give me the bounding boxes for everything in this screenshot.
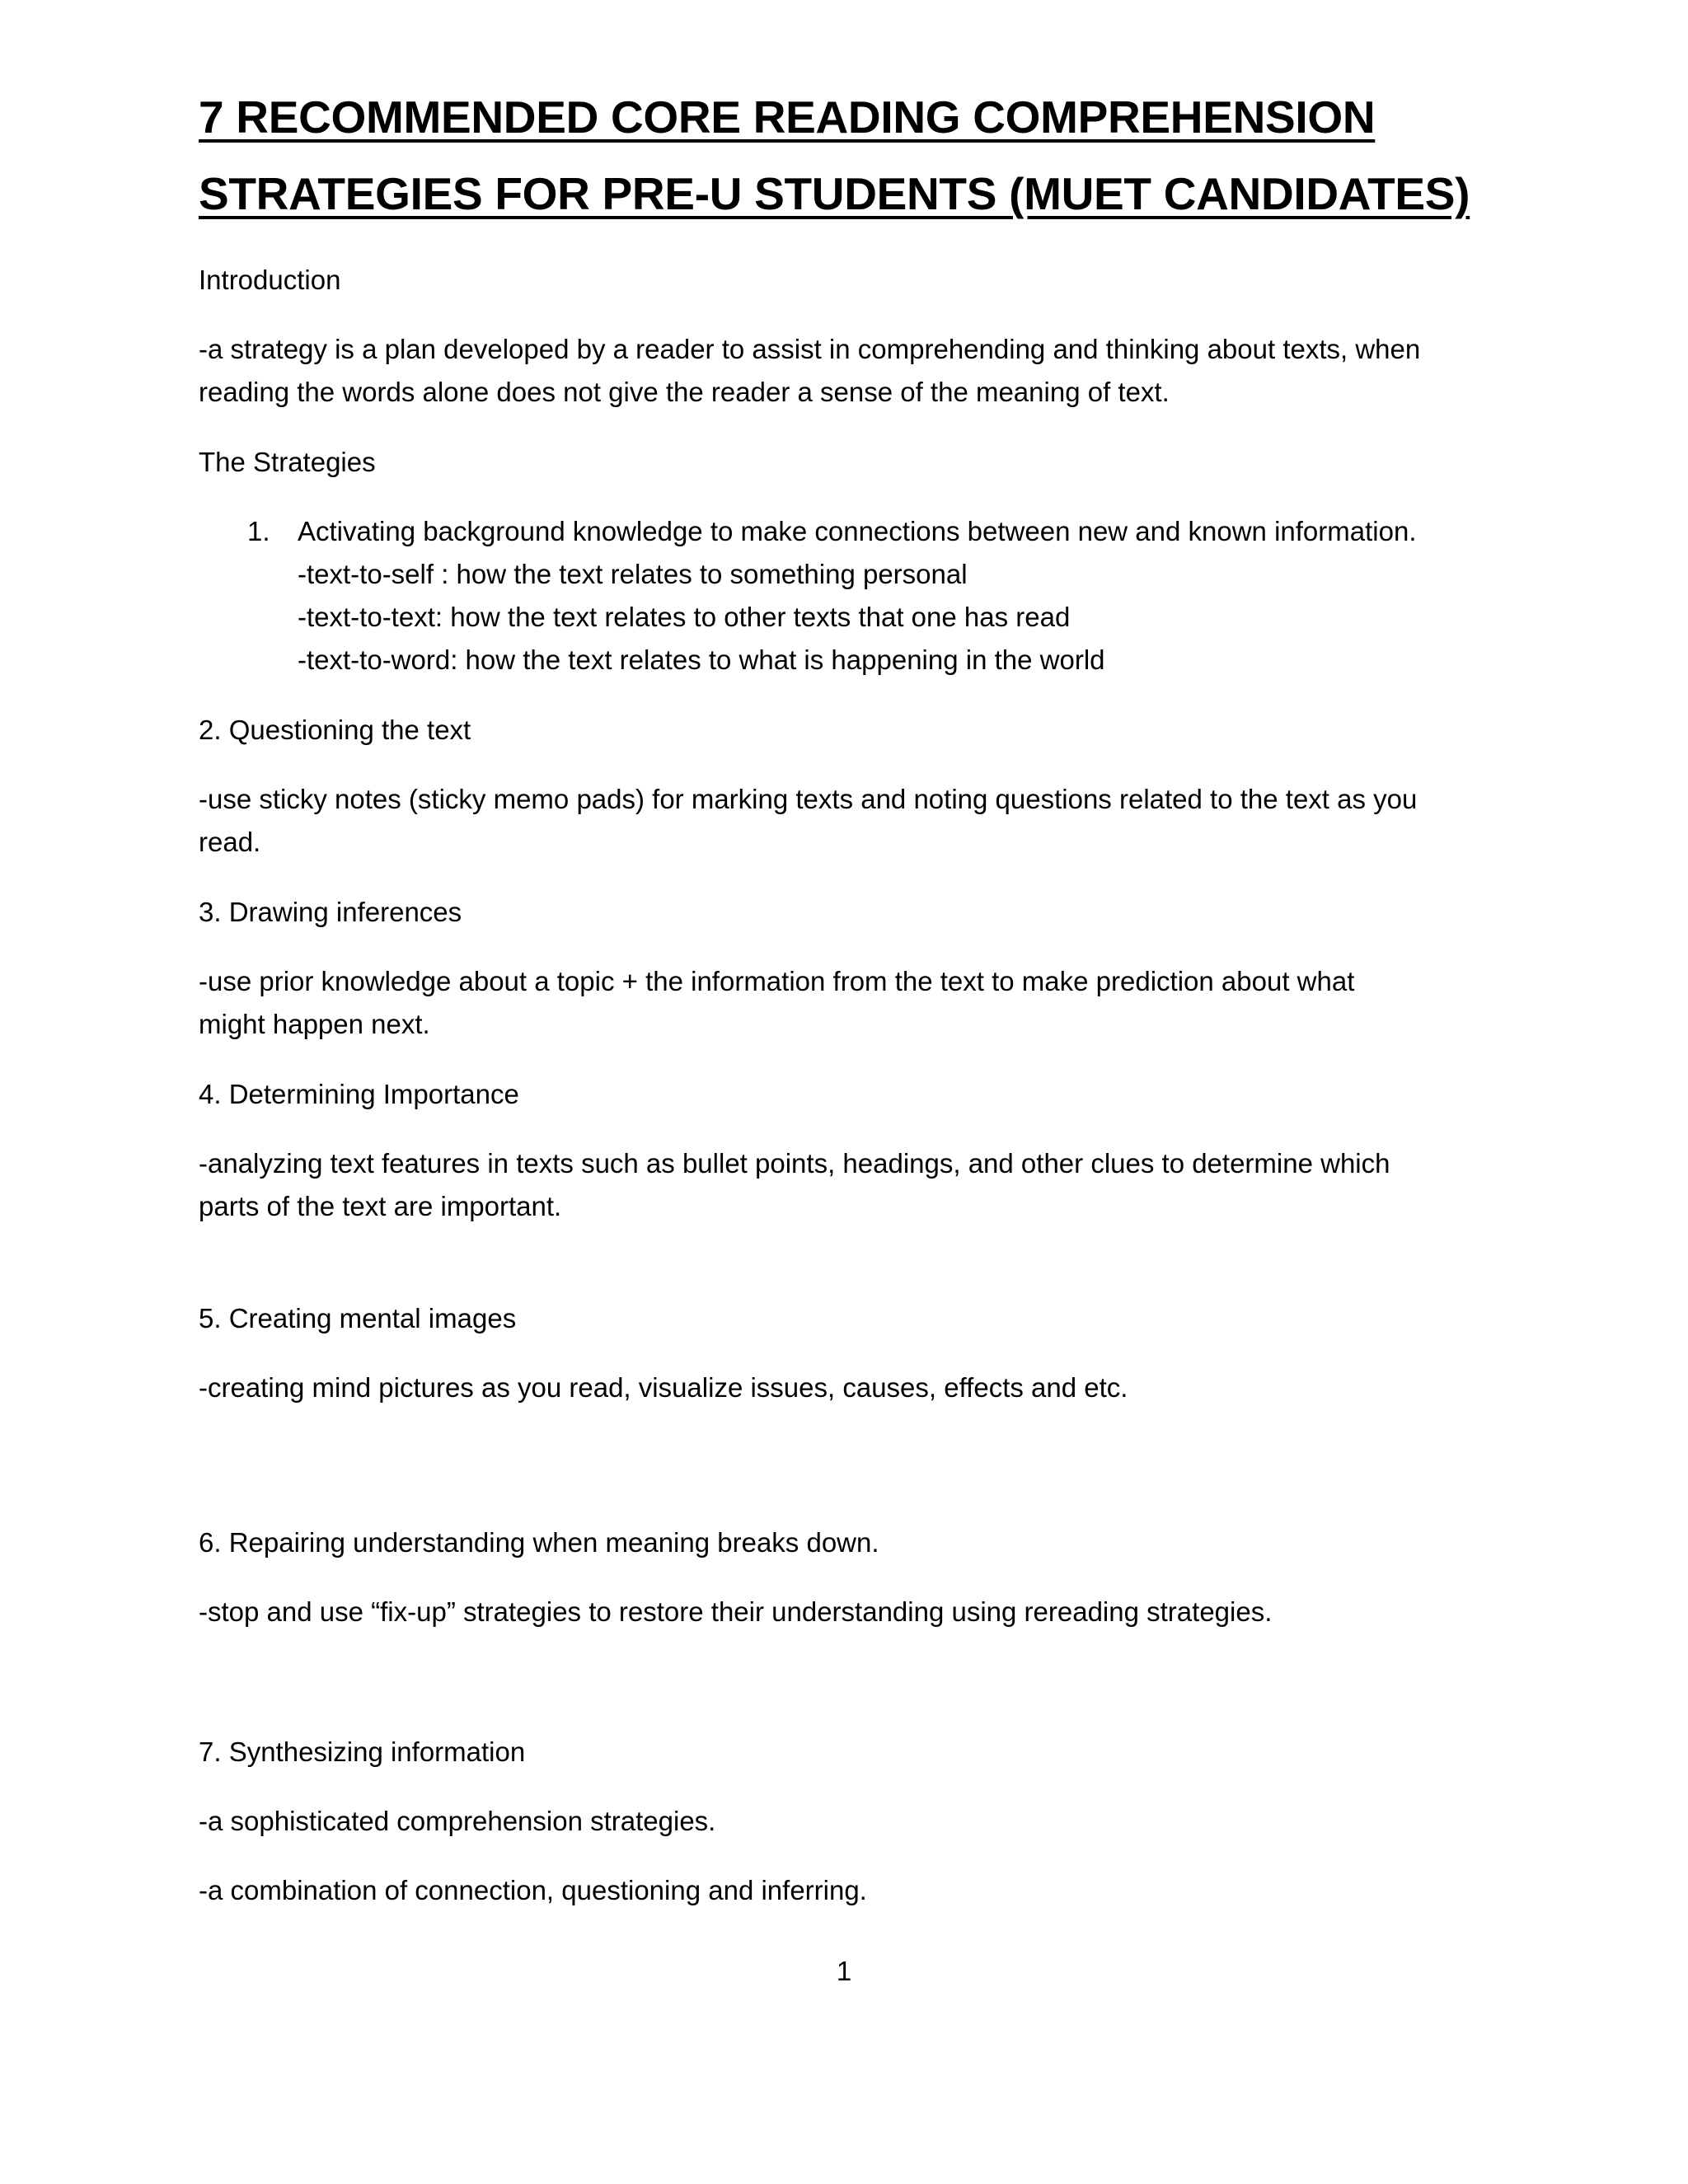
strategy-3-text-line-2: might happen next. (199, 1009, 430, 1039)
strategy-2-heading: 2. Questioning the text (199, 715, 471, 745)
strategy-7-text-line-1: -a sophisticated comprehension strategies. (199, 1806, 716, 1836)
strategy-7-text-line-2: -a combination of connection, questioning and inferring. (199, 1875, 867, 1905)
strategy-6-text-line-1: -stop and use “fix-up” strategies to restore their understanding using rereading strategies. (199, 1596, 1273, 1627)
strategy-1-item: -text-to-word: how the text relates to what is happening in the world (298, 644, 1105, 675)
strategy-4-text-line-2: parts of the text are important. (199, 1191, 562, 1221)
strategy-4-heading: 4. Determining Importance (199, 1079, 519, 1109)
strategy-3-heading: 3. Drawing inferences (199, 897, 462, 927)
strategy-2-text-line-2: read. (199, 827, 261, 857)
strategy-3-text-line-1: -use prior knowledge about a topic + the information from the text to make prediction about what (199, 966, 1355, 996)
strategy-1-title: Activating background knowledge to make connections between new and known information. (298, 516, 1417, 546)
strategy-4-text-line-1: -analyzing text features in texts such as bullet points, headings, and other clues to determine which (199, 1148, 1390, 1179)
document-title (199, 79, 1600, 232)
strategy-1-item: -text-to-self : how the text relates to something personal (298, 559, 968, 589)
strategy-6-heading: 6. Repairing understanding when meaning breaks down. (199, 1527, 879, 1558)
title-line-1: 7 RECOMMENDED CORE READING COMPREHENSION (199, 91, 1376, 143)
strategy-5-text-line-1: -creating mind pictures as you read, visualize issues, causes, effects and etc. (199, 1372, 1128, 1403)
introduction-heading: Introduction (199, 265, 341, 295)
page-number: 1 (836, 1956, 852, 1986)
strategy-1-item: -text-to-text: how the text relates to other texts that one has read (298, 602, 1071, 632)
strategy-1-number: 1. (247, 516, 270, 546)
introduction-text-line-2: reading the words alone does not give the reader a sense of the meaning of text. (199, 377, 1170, 407)
strategy-7-heading: 7. Synthesizing information (199, 1736, 526, 1767)
title-line-2: STRATEGIES FOR PRE-U STUDENTS (MUET CANDIDATES) (199, 168, 1470, 219)
strategies-heading: The Strategies (199, 447, 376, 477)
introduction-text-line-1: -a strategy is a plan developed by a reader to assist in comprehending and thinking about texts, when (199, 334, 1421, 364)
strategy-5-heading: 5. Creating mental images (199, 1303, 517, 1333)
strategy-2-text-line-1: -use sticky notes (sticky memo pads) for marking texts and noting questions related to the text as you (199, 784, 1418, 814)
